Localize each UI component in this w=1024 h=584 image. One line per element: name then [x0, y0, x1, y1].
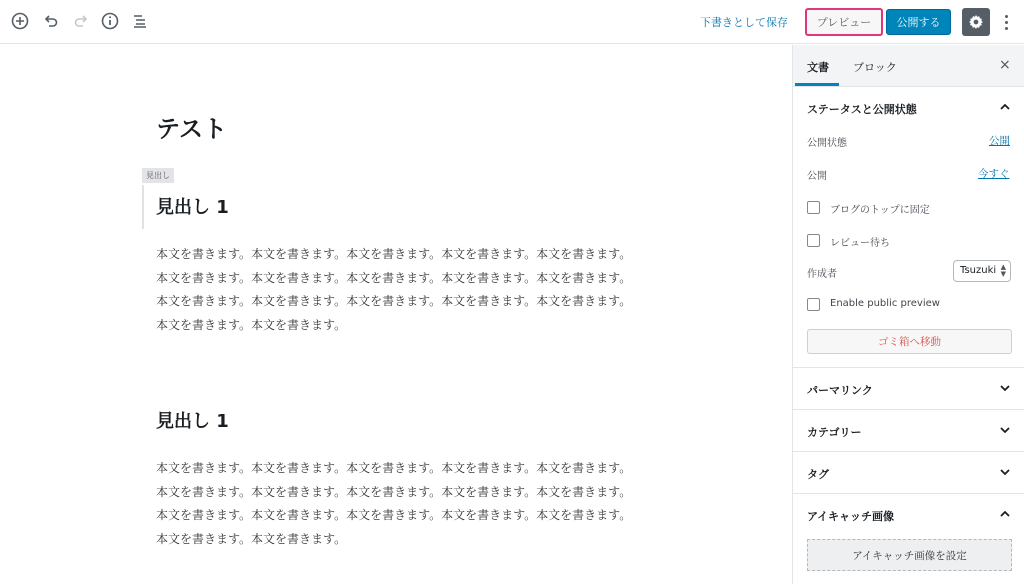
permalink-panel-header[interactable] — [793, 368, 1024, 410]
pending-review-label: レビュー待ち — [830, 238, 890, 249]
add-block-icon[interactable] — [9, 10, 31, 32]
select-arrows-icon: ▲ ▼ — [1000, 263, 1006, 278]
category-panel-title: カテゴリー — [807, 426, 862, 439]
settings-button[interactable] — [962, 8, 990, 36]
publish-button[interactable]: 公開する — [886, 9, 951, 35]
visibility-link[interactable]: 公開 — [989, 135, 1010, 147]
chevron-down-icon — [999, 424, 1011, 436]
heading-block-1[interactable]: 見出し 1 — [156, 197, 229, 218]
category-panel-header[interactable] — [793, 410, 1024, 452]
move-to-trash-button[interactable]: ゴミ箱へ移動 — [807, 329, 1012, 354]
tag-panel-title: タグ — [807, 468, 829, 481]
undo-icon[interactable] — [40, 10, 62, 32]
tab-block[interactable]: ブロック — [853, 61, 897, 74]
paragraph-block-1[interactable]: 本文を書きます。本文を書きます。本文を書きます。本文を書きます。本文を書きます。本文を書きます。本文を書きます。本文を書きます。本文を書きます。本文を書きます。本文を書きます。本文を書きます。本文を書きます。本文を書きます。本文を書きます。本文を書きます。本文を書きます。 — [156, 247, 632, 332]
save-draft-button[interactable]: 下書きとして保存 — [700, 16, 788, 29]
featured-image-panel-header[interactable] — [793, 494, 1024, 536]
publish-date-link[interactable]: 今すぐ — [978, 168, 1010, 180]
chevron-up-icon — [999, 101, 1011, 113]
featured-image-panel-title: アイキャッチ画像 — [807, 510, 895, 523]
heading-block-2[interactable]: 見出し 1 — [156, 411, 229, 432]
author-select[interactable] — [953, 260, 1011, 282]
publish-label: 公開 — [807, 171, 827, 182]
chevron-down-icon — [999, 466, 1011, 478]
tab-document[interactable]: 文書 — [807, 61, 829, 74]
chevron-down-icon — [999, 382, 1011, 394]
active-tab-indicator — [795, 83, 839, 86]
set-featured-image-button[interactable]: アイキャッチ画像を設定 — [807, 539, 1012, 571]
visibility-label: 公開状態 — [807, 138, 847, 149]
selected-block-indicator — [142, 185, 144, 229]
pending-review-checkbox[interactable] — [807, 234, 820, 247]
gear-icon — [968, 14, 984, 30]
info-icon[interactable] — [99, 10, 121, 32]
status-panel-header[interactable] — [793, 87, 1024, 129]
redo-icon[interactable] — [70, 10, 92, 32]
author-label: 作成者 — [807, 269, 837, 280]
chevron-up-icon — [999, 508, 1011, 520]
preview-button[interactable]: プレビュー — [805, 8, 883, 36]
tag-panel-header[interactable] — [793, 452, 1024, 494]
editor-toolbar — [0, 0, 1024, 44]
public-preview-checkbox[interactable] — [807, 298, 820, 311]
post-title[interactable]: テスト — [156, 115, 228, 143]
stick-to-top-checkbox[interactable] — [807, 201, 820, 214]
status-panel-title: ステータスと公開状態 — [807, 103, 917, 116]
block-navigation-icon[interactable] — [129, 10, 151, 32]
paragraph-block-2[interactable]: 本文を書きます。本文を書きます。本文を書きます。本文を書きます。本文を書きます。本文を書きます。本文を書きます。本文を書きます。本文を書きます。本文を書きます。本文を書きます。本文を書きます。本文を書きます。本文を書きます。本文を書きます。本文を書きます。本文を書きます。 — [156, 461, 632, 546]
close-icon[interactable]: × — [999, 57, 1011, 73]
stick-to-top-label: ブログのトップに固定 — [830, 205, 930, 216]
settings-sidebar — [792, 45, 1024, 584]
public-preview-label: Enable public preview — [830, 298, 940, 309]
block-type-label: 見出し — [142, 168, 174, 183]
sidebar-tabs — [793, 45, 1024, 87]
editor-canvas — [0, 45, 792, 584]
more-options-button[interactable] — [996, 11, 1016, 33]
author-selected-value: Tsuzuki — [960, 265, 997, 276]
permalink-panel-title: パーマリンク — [807, 384, 873, 397]
